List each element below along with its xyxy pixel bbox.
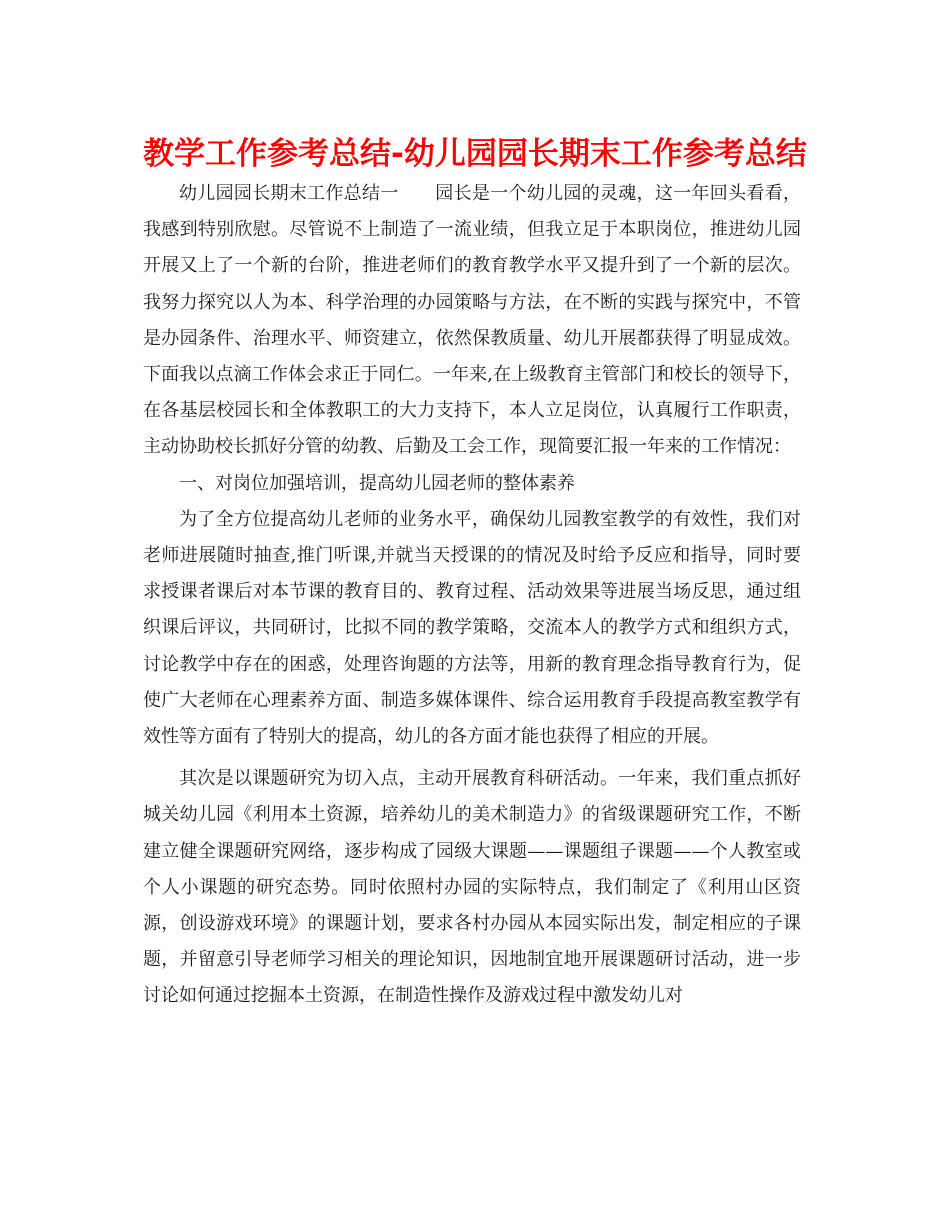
paragraph-research: 其次是以课题研究为切入点，主动开展教育科研活动。一年来，我们重点抓好城关幼儿园《利用本土资源，培养幼儿的美术制造力》的省级课题研究工作，不断建立健全课题研究网络，逐步构成了园级大课题——课题组子课题——个人教室或个人小课题的研究态势。同时依照村办园的实际特点，我们制定了《利用山区资源，创设游戏环境》的课题计划，要求各村办园从本园实际出发，制定相应的子课题，并留意引导老师学习相关的理论知识，因地制宜地开展课题研讨活动，进一步讨论如何通过挖掘本土资源，在制造性操作及游戏过程中激发幼儿对 [143,768,801,1007]
paragraph-section-heading: 一、对岗位加强培训，提高幼儿园老师的整体素养 [179,472,575,494]
paragraph-training: 为了全方位提高幼儿老师的业务水平，确保幼儿园教室教学的有效性，我们对老师进展随时抽查,推门听课,并就当天授课的的情况及时给予反应和指导，同时要求授课者课后对本节课的教育目的、教育过程、活动效果等进展当场反思，通过组织课后评议，共同研讨，比拟不同的教学策略，交流本人的教学方式和组织方式，讨论教学中存在的困惑，处理咨询题的方法等，用新的教育理念指导教育行为，促使广大老师在心理素养方面、制造多媒体课件、综合运用教育手段提高教室教学有效性等方面有了特别大的提高，幼儿的各方面才能也获得了相应的开展。 [143,508,801,748]
document-body [143,176,801,1015]
document-title: 教学工作参考总结-幼儿园园长期末工作参考总结 [143,136,807,172]
paragraph-intro: 幼儿园园长期末工作总结一 园长是一个幼儿园的灵魂，这一年回头看看，我感到特别欣慰。尽管说不上制造了一流业绩，但我立足于本职岗位，推进幼儿园开展又上了一个新的台阶，推进老师们的教育教学水平又提升到了一个新的层次。我努力探究以人为本、科学治理的办园策略与方法，在不断的实践与探究中，不管是办园条件、治理水平、师资建立，依然保教质量、幼儿开展都获得了明显成效。下面我以点滴工作体会求正于同仁。一年来,在上级教育主管部门和校长的领导下，在各基层校园长和全体教职工的大力支持下，本人立足岗位，认真履行工作职责，主动协助校长抓好分管的幼教、后勤及工会工作，现简要汇报一年来的工作情况： [143,183,801,458]
